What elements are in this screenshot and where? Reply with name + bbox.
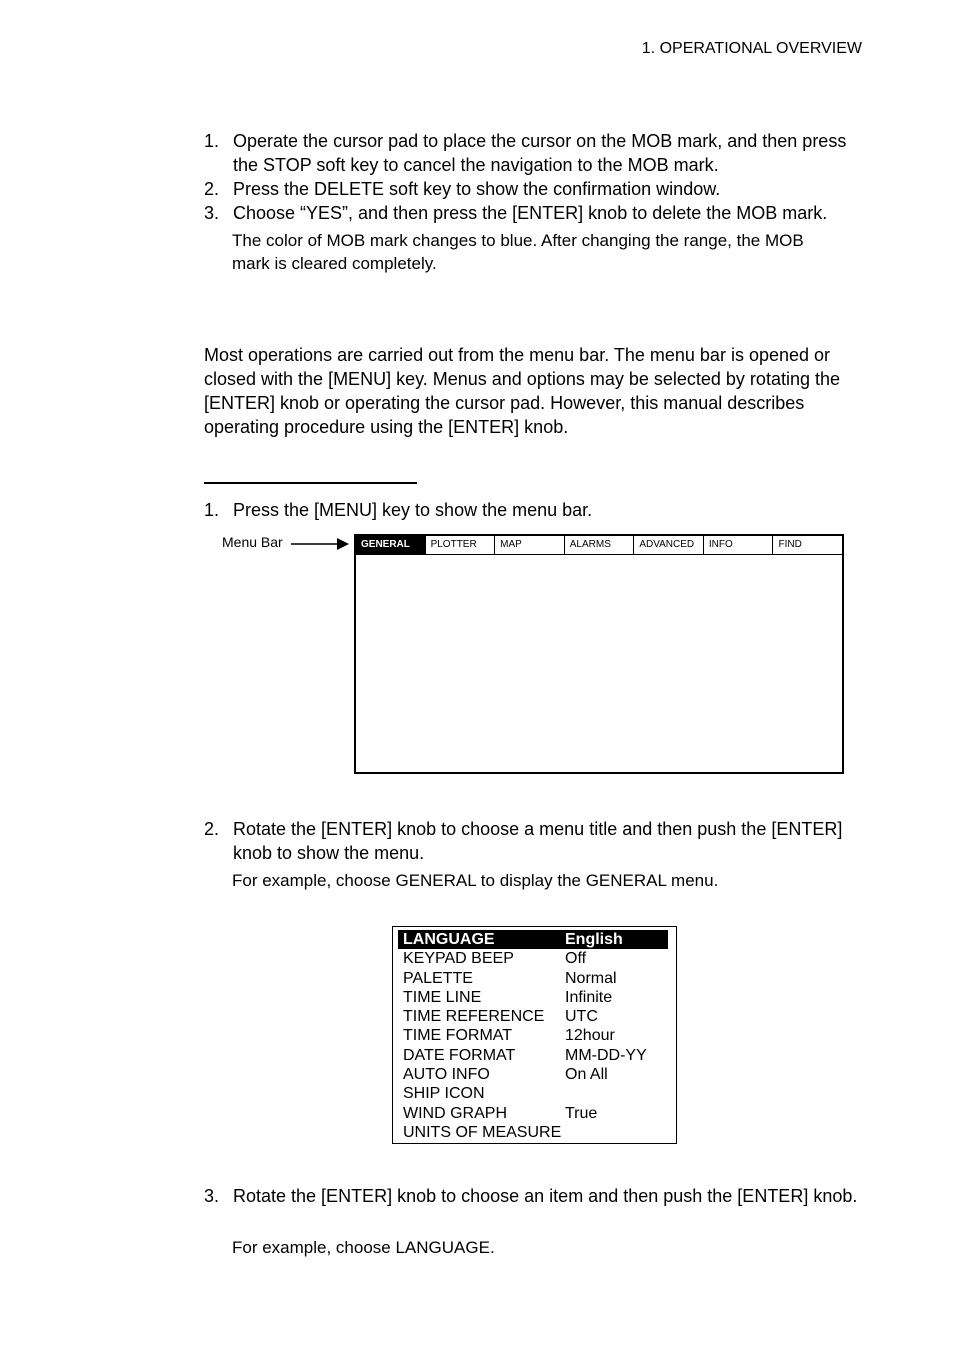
- menu-item-label: KEYPAD BEEP: [403, 950, 514, 968]
- menu-item-value: Normal: [565, 969, 617, 987]
- general-menu: [392, 926, 677, 1144]
- menu-item-value: [559, 1084, 668, 1103]
- tab-advanced[interactable]: ADVANCED: [634, 536, 704, 554]
- menu-item-value: Infinite: [565, 988, 613, 1006]
- tab-plotter[interactable]: PLOTTER: [426, 536, 496, 554]
- menu-step-1: [204, 498, 864, 522]
- menu-item-value: On All: [565, 1066, 608, 1084]
- step-number: 1.: [204, 131, 220, 151]
- step-number: 3.: [204, 1186, 220, 1206]
- mob-step-1: [204, 129, 864, 177]
- step-text: Operate the cursor pad to place the cursor on the MOB mark, and then press the STOP soft key to cancel the navigation to the MOB mark.: [233, 131, 847, 175]
- step-number: 3.: [204, 203, 220, 223]
- tab-alarms[interactable]: ALARMS: [565, 536, 635, 554]
- running-header: 1. OPERATIONAL OVERVIEW: [641, 40, 862, 57]
- menu-item-label: AUTO INFO: [403, 1066, 490, 1084]
- step-text: Choose “YES”, and then press the [ENTER] knob to delete the MOB mark.: [233, 203, 828, 223]
- menu-item-value: English: [565, 931, 623, 948]
- menu-item-ship-icon[interactable]: [398, 1084, 668, 1103]
- tab-general[interactable]: GENERAL: [356, 536, 426, 554]
- tab-info[interactable]: INFO: [704, 536, 774, 554]
- menu-item-time-line[interactable]: [398, 988, 668, 1007]
- callout-arrow-icon: [291, 536, 351, 552]
- menu-step-2-note: For example, choose GENERAL to display the GENERAL menu.: [232, 871, 719, 890]
- tab-map[interactable]: MAP: [495, 536, 565, 554]
- menu-item-palette[interactable]: [398, 969, 668, 988]
- menu-item-value: UTC: [565, 1008, 598, 1026]
- menu-item-units-of-measure[interactable]: [398, 1123, 668, 1142]
- step-number: 2.: [204, 179, 220, 199]
- menu-item-label: UNITS OF MEASURE: [403, 1123, 562, 1141]
- step-text: Rotate the [ENTER] knob to choose an item and then push the [ENTER] knob.: [233, 1186, 858, 1206]
- step-number: 2.: [204, 819, 220, 839]
- menu-item-auto-info[interactable]: [398, 1065, 668, 1084]
- menu-item-time-reference[interactable]: [398, 1007, 668, 1026]
- menu-item-label: WIND GRAPH: [403, 1104, 507, 1122]
- menu-item-time-format[interactable]: [398, 1026, 668, 1045]
- menu-bar-callout-label: Menu Bar: [222, 534, 283, 550]
- step-text: Press the [MENU] key to show the menu bar.: [233, 500, 593, 520]
- menu-item-value: [559, 1123, 668, 1142]
- step-text: Press the DELETE soft key to show the confirmation window.: [233, 179, 721, 199]
- menu-item-value: Off: [565, 950, 587, 968]
- menu-bar: [356, 536, 842, 555]
- step-number: 1.: [204, 500, 220, 520]
- menu-item-value: True: [565, 1104, 598, 1122]
- menu-item-value: MM-DD-YY: [565, 1046, 647, 1064]
- intro-paragraph: Most operations are carried out from the menu bar. The menu bar is opened or closed with the [MENU] key. Menus and options may be selected by rotating the [ENTER] knob or operating the cursor pad. However, this manual describes operating procedure using the [ENTER] knob.: [204, 345, 840, 437]
- menu-item-keypad-beep[interactable]: [398, 949, 668, 968]
- menu-step-3: [204, 1184, 864, 1208]
- menu-item-label: TIME REFERENCE: [403, 1008, 545, 1026]
- menu-bar-screen: [354, 534, 844, 774]
- menu-item-label: SHIP ICON: [403, 1085, 485, 1103]
- mob-note: The color of MOB mark changes to blue. After changing the range, the MOB mark is cleared completely.: [232, 231, 804, 273]
- menu-item-wind-graph[interactable]: [398, 1104, 668, 1123]
- menu-item-label: DATE FORMAT: [403, 1046, 516, 1064]
- menu-item-date-format[interactable]: [398, 1046, 668, 1065]
- menu-step-2: [204, 817, 864, 865]
- mob-step-2: [204, 177, 864, 201]
- menu-item-label: LANGUAGE: [403, 931, 495, 948]
- menu-item-value: 12hour: [565, 1027, 615, 1045]
- step-text: Rotate the [ENTER] knob to choose a menu title and then push the [ENTER] knob to show the menu.: [233, 819, 843, 863]
- menu-item-label: TIME LINE: [403, 988, 482, 1006]
- section-divider: [204, 482, 417, 484]
- menu-item-label: PALETTE: [403, 969, 473, 987]
- tab-find[interactable]: FIND: [778, 539, 802, 550]
- menu-step-3-note: For example, choose LANGUAGE.: [232, 1238, 495, 1257]
- mob-step-3: [204, 201, 864, 225]
- menu-item-label: TIME FORMAT: [403, 1027, 513, 1045]
- menu-item-language[interactable]: [398, 930, 668, 949]
